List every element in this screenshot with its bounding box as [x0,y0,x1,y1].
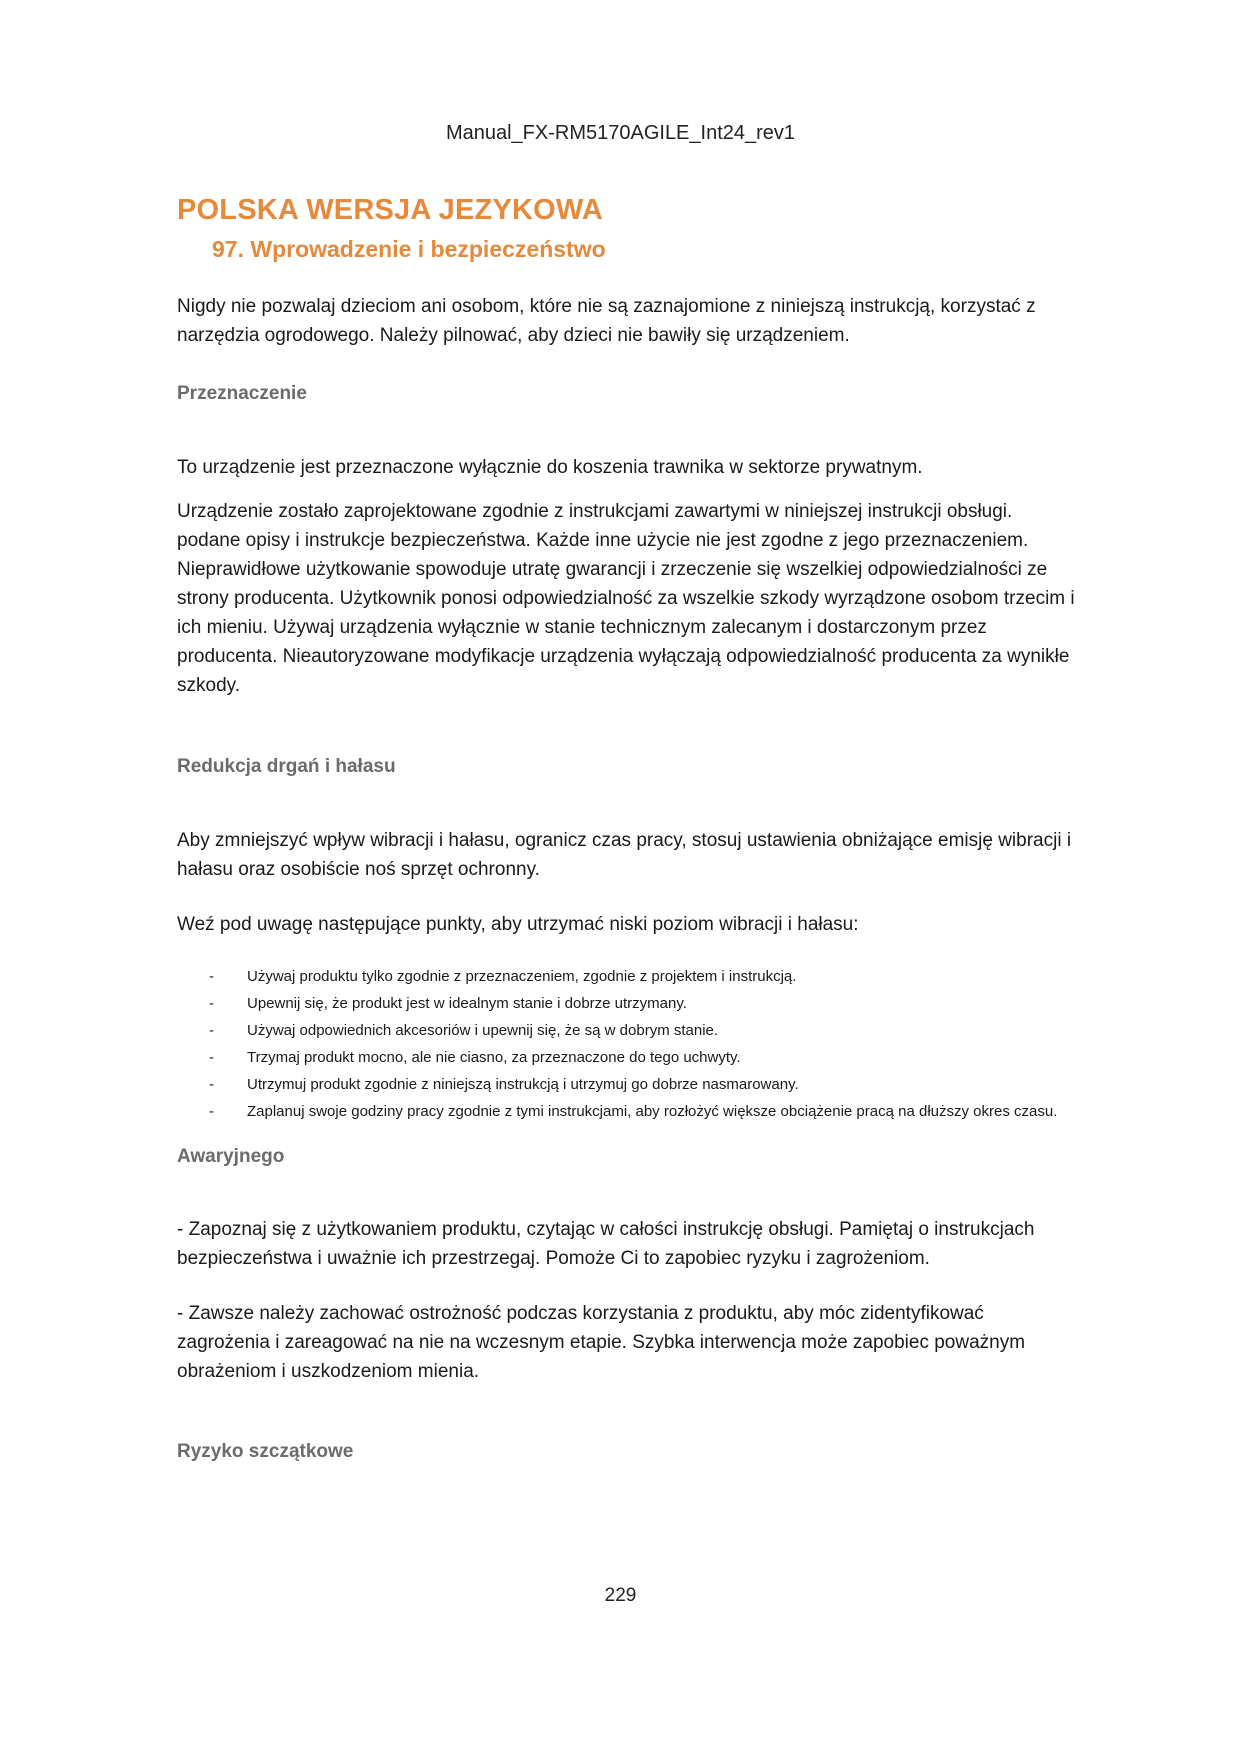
list-item: - Zaplanuj swoje godziny pracy zgodnie z tymi instrukcjami, aby rozłożyć większe obciążenie pracą na dłuższy okres czasu. [209,1098,1077,1125]
redukcja-paragraph-1: Aby zmniejszyć wpływ wibracji i hałasu, ogranicz czas pracy, stosuj ustawienia obniżające emisję wibracji i hałasu oraz osobiście noś sprzęt ochronny. [177,830,1072,880]
list-item: - Utrzymuj produkt zgodnie z niniejszą instrukcją i utrzymuj go dobrze nasmarowany. [209,1071,1077,1098]
redukcja-paragraph-2: Weź pod uwagę następujące punkty, aby utrzymać niski poziom wibracji i hałasu: [177,914,859,935]
page-content [177,192,1077,1466]
heading-redukcja: Redukcja drgań i hałasu [177,756,396,777]
intro-paragraph: Nigdy nie pozwalaj dzieciom ani osobom, które nie są zaznajomione z niniejszą instrukcją, korzystać z narzędzia ogrodowego. Należy pilnować, aby dzieci nie bawiły się urządzeniem. [177,296,1036,346]
vibration-bullet-list [209,963,1077,1125]
przeznaczenie-paragraph-2: Urządzenie zostało zaprojektowane zgodnie z instrukcjami zawartymi w niniejszej instrukcji obsługi. podane opisy i instrukcje bezpieczeństwa. Każde inne użycie nie jest zgodne z jego przeznaczeniem. Nieprawidłowe użytkowanie spowoduje utratę gwarancji i zrzeczenie się wszelkiej odpowiedzialności ze strony producenta. Użytkownik ponosi odpowiedzialność za wszelkie szkody wyrządzone osobom trzecim i ich mieniu. Używaj urządzenia wyłącznie w stanie technicznym zalecanym i dostarczonym przez producenta. Nieautoryzowane modyfikacje urządzenia wyłączają odpowiedzialność producenta za wynikłe szkody. [177,501,1075,696]
awaryjnego-paragraph-1: - Zapoznaj się z użytkowaniem produktu, czytając w całości instrukcję obsługi. Pamiętaj o instrukcjach bezpieczeństwa i uważnie ich przestrzegaj. Pomoże Ci to zapobiec ryzyku i zagrożeniom. [177,1219,1035,1269]
list-item: - Używaj produktu tylko zgodnie z przeznaczeniem, zgodnie z projektem i instrukcją. [209,963,1077,990]
language-title: POLSKA WERSJA JEZYKOWA [177,194,604,226]
page-number: 229 [604,1585,637,1606]
heading-awaryjnego: Awaryjnego [177,1146,285,1167]
awaryjnego-paragraph-2: - Zawsze należy zachować ostrożność podczas korzystania z produktu, aby móc zidentyfikować zagrożenia i zareagować na nie na wczesnym etapie. Szybka interwencja może zapobiec poważnym obrażeniom i uszkodzeniom mienia. [177,1303,1026,1382]
heading-przeznaczenie: Przeznaczenie [177,383,307,404]
document-header: Manual_FX-RM5170AGILE_Int24_rev1 [445,122,796,144]
przeznaczenie-paragraph-1: To urządzenie jest przeznaczone wyłącznie do koszenia trawnika w sektorze prywatnym. [177,457,923,478]
list-item: - Upewnij się, że produkt jest w idealnym stanie i dobrze utrzymany. [209,990,1077,1017]
list-item: - Trzymaj produkt mocno, ale nie ciasno, za przeznaczone do tego uchwyty. [209,1044,1077,1071]
section-title: 97. Wprowadzenie i bezpieczeństwo [212,236,606,262]
heading-ryzyko: Ryzyko szczątkowe [177,1441,354,1462]
list-item: - Używaj odpowiednich akcesoriów i upewnij się, że są w dobrym stanie. [209,1017,1077,1044]
